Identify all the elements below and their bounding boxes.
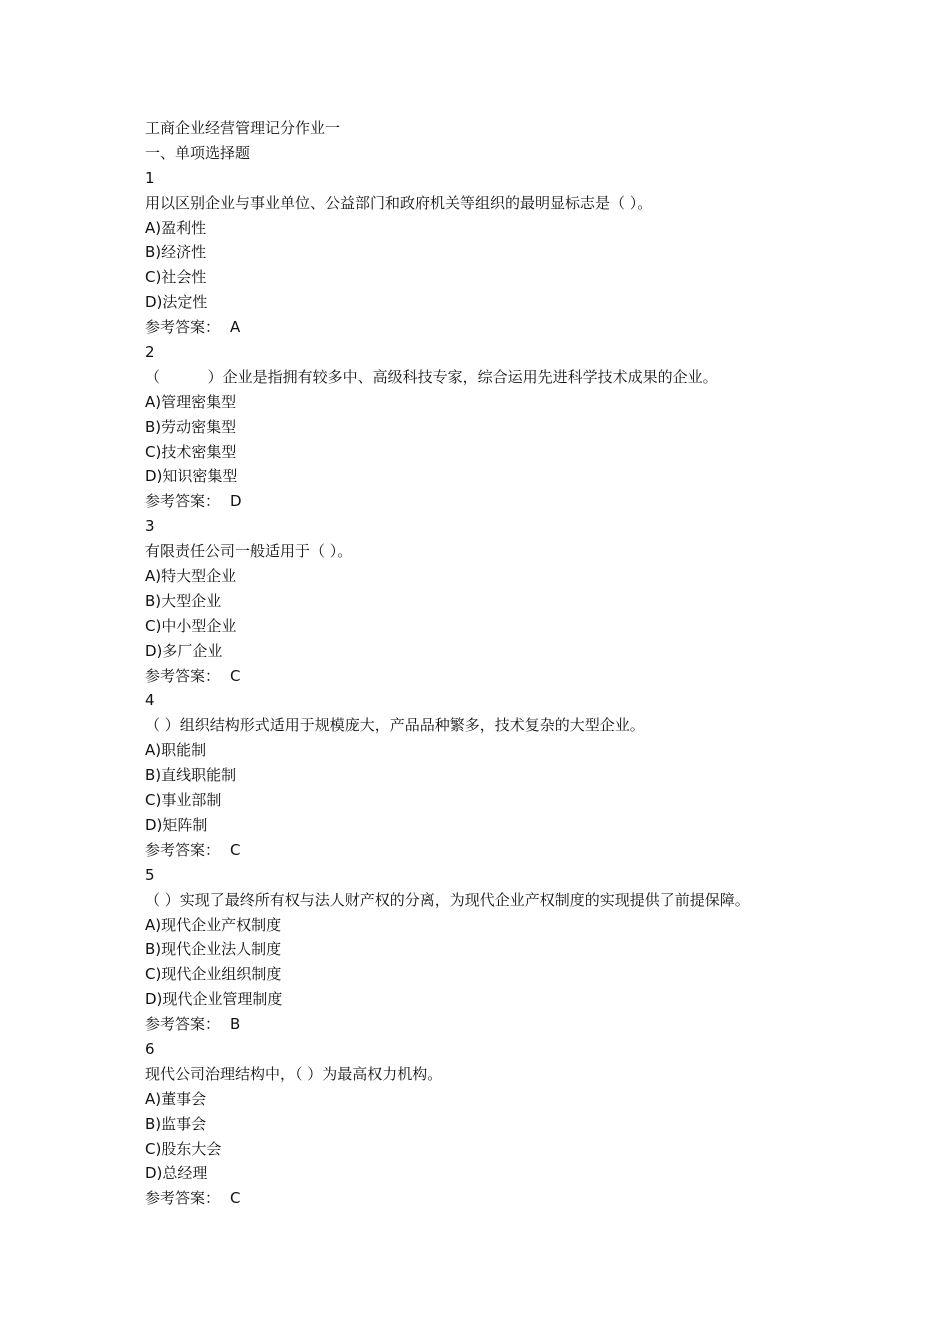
option-c: C)股东大会	[145, 1139, 222, 1158]
question-number: 1	[145, 168, 155, 187]
answer-label: 参考答案：	[145, 1189, 221, 1208]
section-heading: 一、单项选择题	[145, 143, 251, 162]
answer-label: 参考答案：	[145, 840, 221, 859]
answer-value: D	[230, 492, 242, 511]
question-text: 现代公司治理结构中，（ ）为最高权力机构。	[145, 1064, 443, 1083]
answer-value: C	[230, 666, 241, 685]
option-d: D)现代企业管理制度	[145, 990, 283, 1009]
option-d: D)知识密集型	[145, 467, 238, 486]
option-d: D)矩阵制	[145, 815, 208, 834]
option-b: B)经济性	[145, 243, 207, 262]
option-b: B)现代企业法人制度	[145, 940, 282, 959]
question-number: 6	[145, 1039, 155, 1058]
question-text: （ ）实现了最终所有权与法人财产权的分离，为现代企业产权制度的实现提供了前提保障。	[145, 890, 750, 909]
answer-label: 参考答案：	[145, 1015, 221, 1034]
question-block	[145, 688, 925, 862]
question-text: （ ）企业是指拥有较多中、高级科技专家，综合运用先进科学技术成果的企业。	[145, 367, 718, 386]
question-number: 5	[145, 865, 155, 884]
option-d: D)总经理	[145, 1164, 208, 1183]
option-b: B)监事会	[145, 1114, 207, 1133]
question-text: 有限责任公司一般适用于（ ）。	[145, 542, 353, 561]
answer-value: B	[230, 1015, 241, 1034]
option-c: C)事业部制	[145, 791, 222, 810]
reference-answer	[145, 838, 925, 863]
question-text: （ ）组织结构形式适用于规模庞大，产品品种繁多，技术复杂的大型企业。	[145, 716, 645, 735]
reference-answer	[145, 664, 925, 689]
question-block	[145, 863, 925, 1037]
question-block	[145, 340, 925, 514]
answer-label: 参考答案：	[145, 318, 221, 337]
question-number: 3	[145, 517, 155, 536]
answer-value: C	[230, 1189, 241, 1208]
question-text: 用以区别企业与事业单位、公益部门和政府机关等组织的最明显标志是（ ）。	[145, 193, 653, 212]
option-d: D)多厂企业	[145, 641, 223, 660]
question-block	[145, 514, 925, 688]
option-c: C)中小型企业	[145, 616, 237, 635]
option-b: B)直线职能制	[145, 766, 237, 785]
question-number: 2	[145, 343, 155, 362]
option-a: A)盈利性	[145, 218, 207, 237]
question-number: 4	[145, 691, 155, 710]
reference-answer	[145, 315, 925, 340]
option-b: B)劳动密集型	[145, 417, 237, 436]
answer-value: C	[230, 840, 241, 859]
option-a: A)特大型企业	[145, 567, 237, 586]
option-a: A)职能制	[145, 741, 207, 760]
document-title: 工商企业经营管理记分作业一	[145, 119, 341, 137]
option-a: A)现代企业产权制度	[145, 915, 282, 934]
answer-label: 参考答案：	[145, 492, 221, 511]
option-b: B)大型企业	[145, 591, 222, 610]
option-a: A)董事会	[145, 1089, 207, 1108]
option-a: A)管理密集型	[145, 392, 237, 411]
question-block	[145, 166, 925, 340]
reference-answer	[145, 1186, 925, 1211]
question-block	[145, 1037, 925, 1211]
answer-value: A	[230, 318, 241, 337]
answer-label: 参考答案：	[145, 666, 221, 685]
document-body	[145, 116, 925, 1211]
option-d: D)法定性	[145, 293, 208, 312]
option-c: C)技术密集型	[145, 442, 237, 461]
reference-answer	[145, 489, 925, 514]
reference-answer	[145, 1012, 925, 1037]
option-c: C)现代企业组织制度	[145, 965, 282, 984]
option-c: C)社会性	[145, 268, 207, 287]
